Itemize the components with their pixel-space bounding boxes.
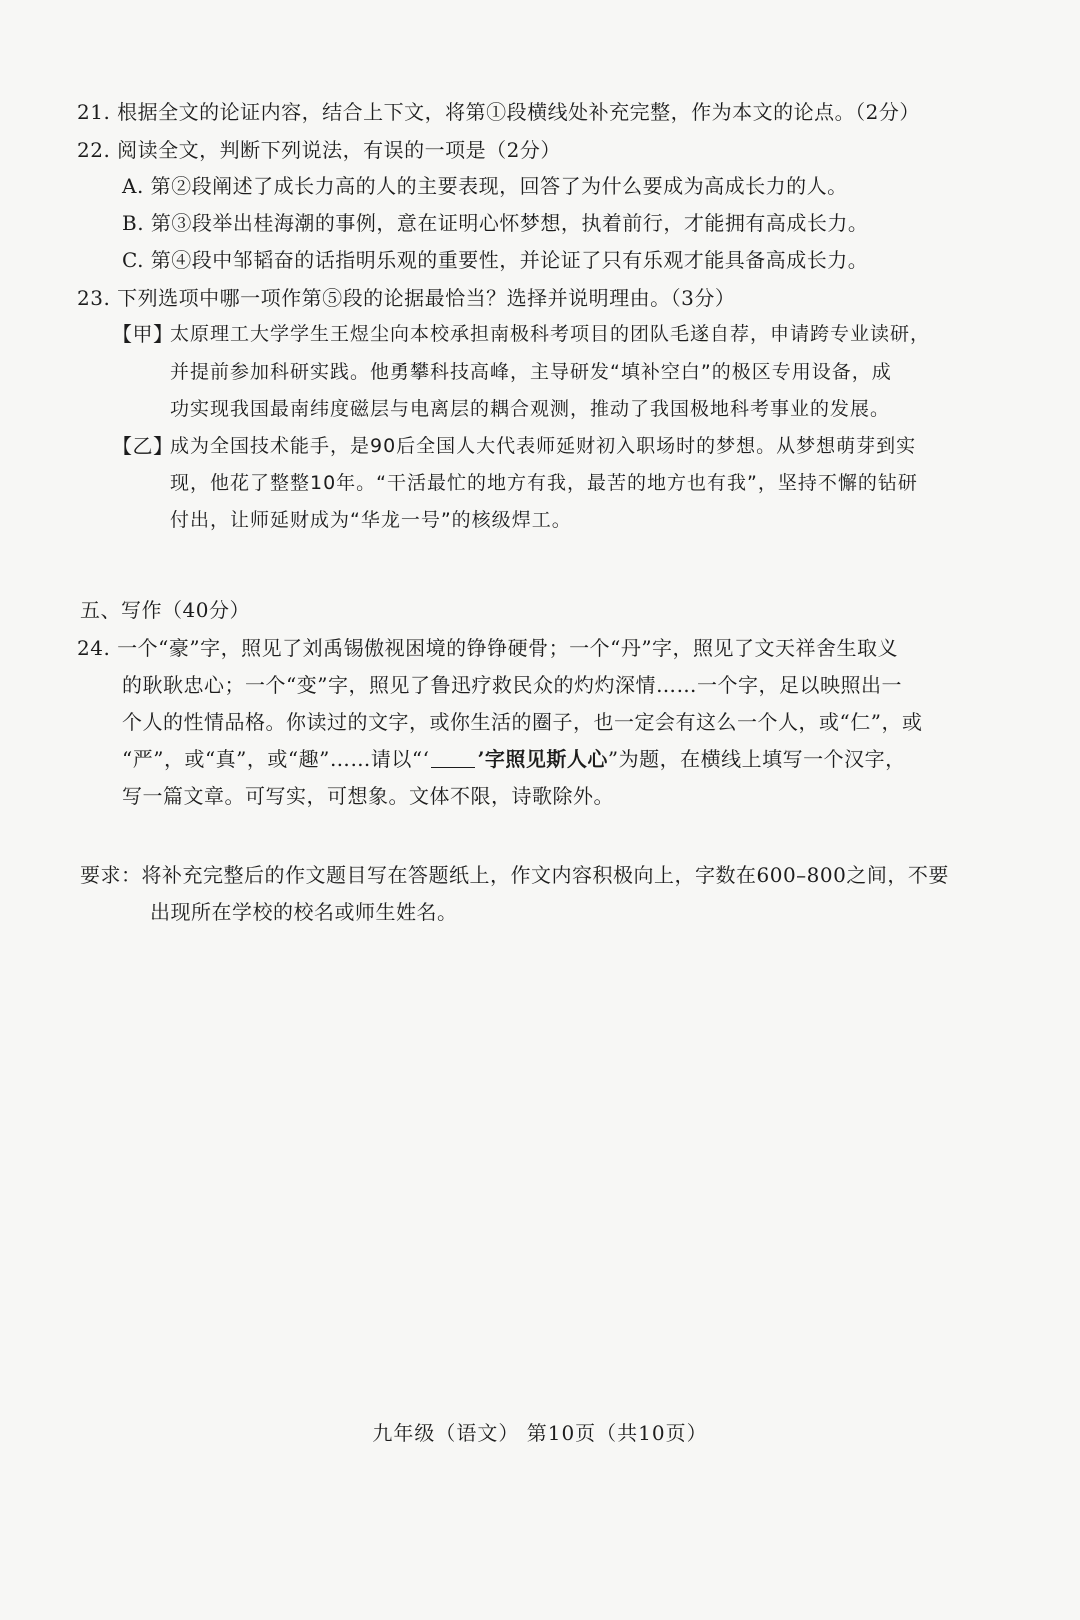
question-21: 21. 根据全文的论证内容，结合上下文，将第①段横线处补充完整，作为本文的论点。（2分）	[77, 100, 920, 124]
question-24-line-with-blank	[122, 744, 906, 774]
question-22-option-b: B. 第③段举出桂海潮的事例，意在证明心怀梦想，执着前行，才能拥有高成长力。	[122, 211, 869, 235]
question-24-line: 写一篇文章。可写实，可想象。文体不限，诗歌除外。	[122, 784, 614, 808]
requirement-line: 出现所在学校的校名或师生姓名。	[150, 900, 458, 924]
question-22-option-a: A. 第②段阐述了成长力高的人的主要表现，回答了为什么要成为高成长力的人。	[122, 174, 848, 198]
requirement-line: 要求：将补充完整后的作文题目写在答题纸上，作文内容积极向上，字数在600–800之间，不要	[80, 863, 949, 887]
question-24-line4-post: ”为题，在横线上填写一个汉字，	[607, 747, 906, 771]
question-23-stem: 23. 下列选项中哪一项作第⑤段的论据最恰当？选择并说明理由。（3分）	[77, 286, 736, 310]
question-22-option-c: C. 第④段中邹韬奋的话指明乐观的重要性，并论证了只有乐观才能具备高成长力。	[122, 248, 869, 272]
page-footer: 九年级（语文） 第10页（共10页）	[372, 1421, 708, 1445]
option-jia-line: 并提前参加科研实践。他勇攀科技高峰，主导研发“填补空白”的极区专用设备，成	[170, 361, 892, 383]
option-jia-line: 太原理工大学学生王煜尘向本校承担南极科考项目的团队毛遂自荐，申请跨专业读研，	[170, 323, 931, 345]
question-22-stem: 22. 阅读全文，判断下列说法，有误的一项是（2分）	[77, 138, 561, 162]
title-blank	[431, 745, 475, 768]
question-24-line: 的耿耿忠心；一个“变”字，照见了鲁迅疗救民众的灼灼深情……一个字，足以映照出一	[122, 673, 902, 697]
section-5-title: 五、写作（40分）	[80, 598, 250, 622]
question-24-line: 个人的性情品格。你读过的文字，或你生活的圈子，也一定会有这么一个人，或“仁”，或	[122, 710, 923, 734]
option-yi-line: 现，他花了整整10年。“干活最忙的地方有我，最苦的地方也有我”，坚持不懈的钻研	[170, 472, 918, 494]
question-24-line: 24. 一个“豪”字，照见了刘禹锡傲视困境的铮铮硬骨；一个“丹”字，照见了文天祥舍生取义	[77, 636, 899, 660]
essay-title-suffix: ’字照见斯人心	[477, 747, 608, 771]
option-jia-label: 【甲】	[112, 322, 174, 346]
option-yi-line: 成为全国技术能手，是90后全国人大代表师延财初入职场时的梦想。从梦想萌芽到实	[170, 435, 917, 457]
question-24-line4-pre: “严”，或“真”，或“趣”……请以“‘	[122, 747, 430, 771]
option-jia-line: 功实现我国最南纬度磁层与电离层的耦合观测，推动了我国极地科考事业的发展。	[170, 398, 891, 420]
option-yi-line: 付出，让师延财成为“华龙一号”的核级焊工。	[170, 509, 572, 531]
option-yi-label: 【乙】	[112, 434, 174, 458]
